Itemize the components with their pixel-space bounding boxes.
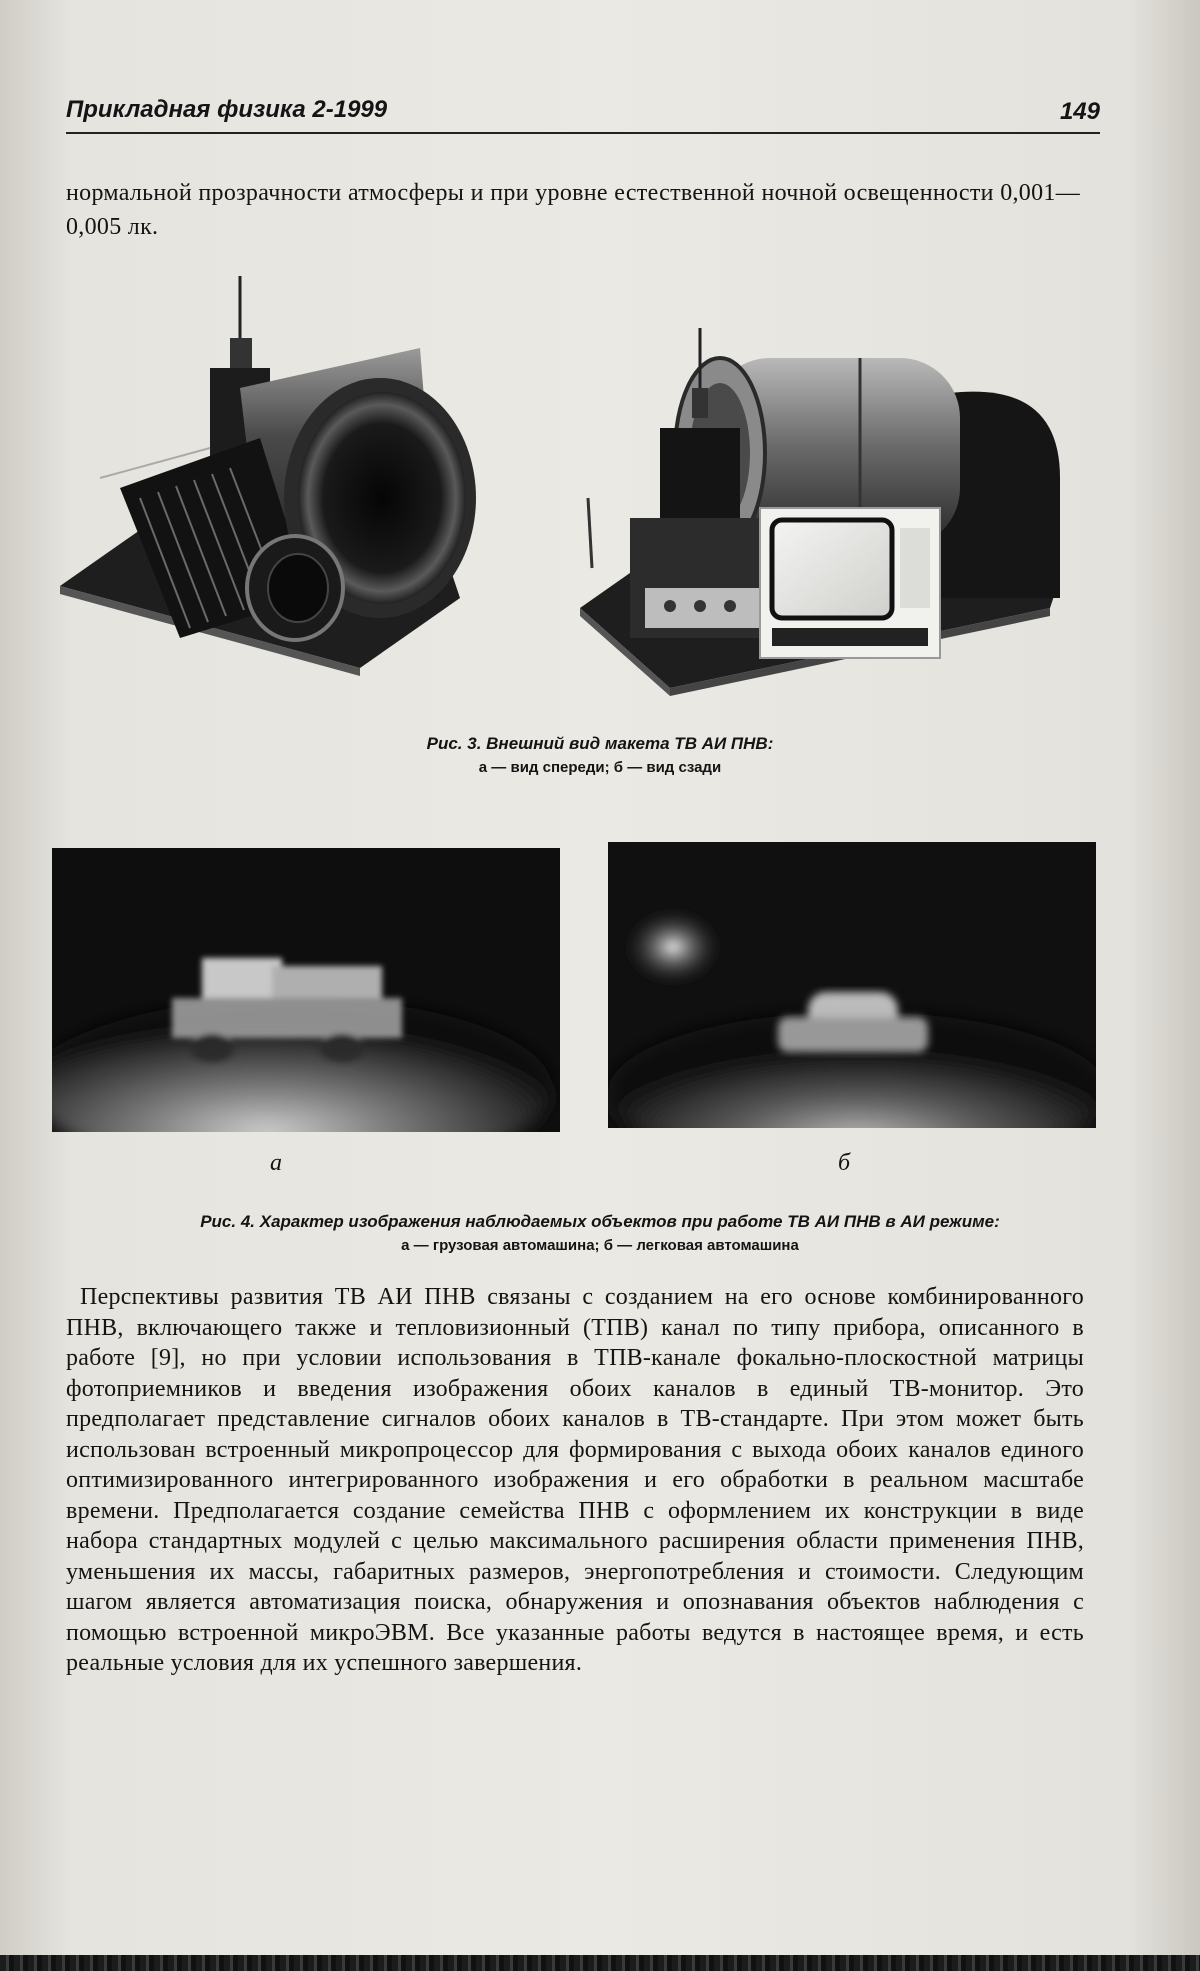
device-back-view: [580, 328, 1060, 696]
figure-3-caption-sub: а — вид спереди; б — вид сзади: [478, 759, 722, 776]
figure-4a-label: а: [270, 1150, 282, 1176]
intro-paragraph: нормальной прозрачности атмосферы и при уровне естественной ночной освещенности 0,001—0,005 лк.: [66, 180, 1080, 240]
figure-4b-photo: [608, 842, 1096, 1128]
figure-4a-photo: [52, 848, 560, 1132]
page-number: 149: [1059, 98, 1100, 125]
scan-edge-band: [0, 1955, 1200, 1971]
figure-3-photo: [60, 268, 1108, 718]
figure-4-caption-title: Рис. 4. Характер изображения наблюдаемых объектов при работе ТВ АИ ПНВ в АИ режиме:: [200, 1212, 1000, 1231]
figure-4b-label: б: [838, 1150, 851, 1176]
figure-3-caption: [0, 732, 1200, 780]
figure-4-caption-sub: а — грузовая автомашина; б — легковая автомашина: [401, 1237, 799, 1254]
figure-4-caption: [0, 1210, 1200, 1258]
device-front-view: [60, 276, 476, 676]
figure-3-caption-title: Рис. 3. Внешний вид макета ТВ АИ ПНВ:: [426, 734, 774, 753]
running-header: [66, 92, 1100, 134]
main-paragraph: Перспективы развития ТВ АИ ПНВ связаны с созданием на его основе комбинированного ПНВ, включающего также и тепловизионный (ТПВ) канал по типу прибора, описанного в работе [9], но при условии использования в ТПВ-канале фокально-плоскостной матрицы фотоприемников и введения изображения обоих каналов в единый ТВ-монитор. Это предполагает представление сигналов обоих каналов в ТВ-стандарте. При этом может быть использован встроенный микропроцессор для формирования с выхода обоих каналов единого оптимизированного интегрированного изображения и его обработки в реальном масштабе времени. Предполагается создание семейства ПНВ с оформлением их конструкции в виде набора стандартных модулей с целью максимального расширения области применения ПНВ, уменьшения их массы, габаритных размеров, энергопотребления и стоимости. Следующим шагом является автоматизация поиска, обнаружения и опознавания объектов наблюдения с помощью встроенной микроЭВМ. Все указанные работы ведутся в настоящее время, и есть реальные условия для их успешного завершения.: [66, 1284, 1084, 1676]
journal-title: Прикладная физика 2-1999: [66, 96, 388, 123]
